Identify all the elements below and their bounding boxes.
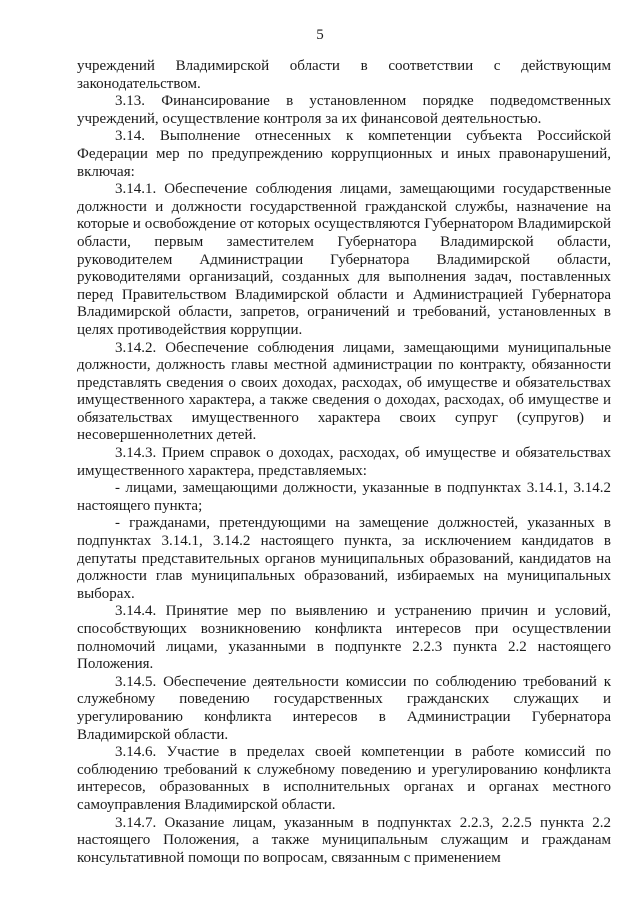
paragraph-3-14-3: 3.14.3. Прием справок о доходах, расходах, об имуществе и обязательствах имущественного характера, представляемых: — [77, 445, 611, 479]
paragraph-3-14: 3.14. Выполнение отнесенных к компетенции субъекта Российской Федерации мер по предупреждению коррупционных и иных правонарушений, включая: — [77, 128, 611, 180]
paragraph-3-13: 3.13. Финансирование в установленном порядке подведомственных учреждений, осуществление контроля за их финансовой деятельностью. — [77, 93, 611, 127]
list-item-citizens: - гражданами, претендующими на замещение должностей, указанных в подпунктах 3.14.1, 3.14.2 настоящего пункта, за исключением кандидатов в депутаты представительных органов муниципальных образований, кандидатов на должности глав муниципальных образований, избираемых на муниципальных выборах. — [77, 515, 611, 602]
document-body — [77, 58, 611, 867]
page-number: 5 — [316, 27, 324, 43]
paragraph-3-14-4: 3.14.4. Принятие мер по выявлению и устранению причин и условий, способствующих возникновению конфликта интересов при осуществлении полномочий лицами, указанными в подпункте 2.2.3 пункта 2.2 настоящего Положения. — [77, 603, 611, 673]
list-item-officials: - лицами, замещающими должности, указанные в подпунктах 3.14.1, 3.14.2 настоящего пункта; — [77, 480, 611, 514]
paragraph-3-14-7: 3.14.7. Оказание лицам, указанным в подпунктах 2.2.3, 2.2.5 пункта 2.2 настоящего Положения, а также муниципальным служащим и гражданам консультативной помощи по вопросам, связанным с применением — [77, 814, 611, 866]
paragraph-3-14-2: 3.14.2. Обеспечение соблюдения лицами, замещающими муниципальные должности, должность главы местной администрации по контракту, обязанности представлять сведения о своих доходах, расходах, об имуществе и обязательствах имущественного характера, а также сведения о доходах, расходах, об имуществе и обязательствах имущественного характера своих супруг (супругов) и несовершеннолетних детей. — [77, 339, 611, 444]
paragraph-3-14-6: 3.14.6. Участие в пределах своей компетенции в работе комиссий по соблюдению требований к служебному поведению и урегулированию конфликта интересов, образованных в исполнительных органах и органах местного самоуправления Владимирской области. — [77, 744, 611, 813]
paragraph-3-14-5: 3.14.5. Обеспечение деятельности комиссии по соблюдению требований к служебному поведению государственных гражданских служащих и урегулированию конфликта интересов в Администрации Губернатора Владимирской области. — [77, 673, 611, 743]
paragraph-3-14-1: 3.14.1. Обеспечение соблюдения лицами, замещающими государственные должности и должности государственной гражданской службы, назначение на которые и освобождение от которых осуществляются Губернатором Владимирской области, первым заместителем Губернатора Владимирской области, руководителем Администрации Губернатора Владимирской области, руководителями организаций, созданных для выполнения задач, поставленных перед Правительством Владимирской области и Администрацией Губернатора Владимирской области, запретов, ограничений и требований, установленных в целях противодействия коррупции. — [77, 181, 611, 338]
paragraph-continuation: учреждений Владимирской области в соответствии с действующим законодательством. — [77, 58, 611, 92]
